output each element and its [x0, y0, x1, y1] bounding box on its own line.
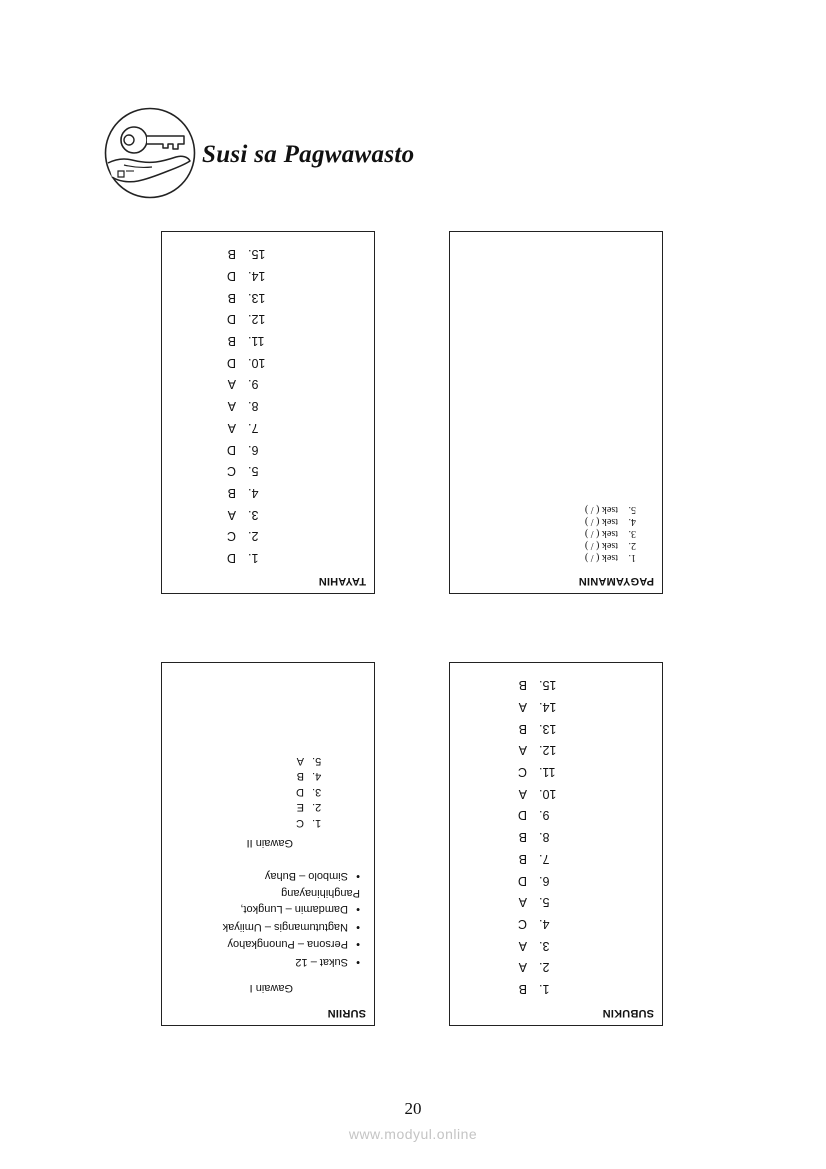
answer-box-subukin	[449, 662, 663, 1026]
list-item: 7.A	[227, 420, 259, 435]
list-item: 7.B	[518, 851, 550, 866]
gawain-ii-list	[296, 753, 328, 831]
list-item: 14.A	[518, 700, 557, 715]
list-item: 4.B	[296, 770, 322, 783]
list-item: 3.D	[296, 786, 322, 798]
list-item: •Persona – Punongkahoy	[227, 938, 360, 951]
key-in-hand-icon	[104, 107, 196, 199]
list-item: 9.A	[227, 377, 259, 392]
list-item: 5.C	[226, 464, 259, 479]
box-title: SUBUKIN	[602, 1007, 654, 1019]
list-item: 5.A	[296, 755, 322, 767]
list-item: 3.tsek ( / )	[584, 528, 636, 539]
list-item: 3.A	[518, 938, 550, 953]
list-item: 1.C	[296, 817, 322, 829]
list-item: 1.tsek ( / )	[584, 552, 636, 563]
answer-list	[585, 503, 636, 563]
list-item: •Sukat – 12	[295, 956, 360, 968]
list-item: 2.C	[226, 529, 259, 544]
answer-list	[227, 243, 278, 568]
list-item: 12.A	[518, 743, 557, 758]
answer-box-tayahin	[161, 231, 375, 594]
list-item: 10.D	[226, 355, 266, 370]
list-item: 9.D	[517, 808, 550, 823]
list-item: 6.D	[226, 442, 259, 457]
list-item: 1.D	[226, 551, 259, 565]
list-item: 4.C	[517, 916, 550, 931]
list-item: 8.A	[227, 399, 259, 414]
list-item: 8.B	[518, 830, 550, 845]
page-title: Susi sa Pagwawasto	[202, 141, 415, 168]
list-item: •Damdamin – Lungkot, Panghihinayang	[240, 887, 360, 916]
watermark: www.modyul.online	[348, 1126, 478, 1142]
list-item: •Simbolo – Buhay	[264, 870, 360, 883]
list-item: 5.A	[518, 895, 550, 910]
list-item: 3.A	[227, 507, 259, 522]
box-title: TAYAHIN	[318, 575, 366, 587]
box-title: PAGYAMANIN	[578, 575, 654, 587]
list-item: 1.B	[518, 982, 550, 996]
page-number: 20	[404, 1099, 422, 1118]
list-item: •Nagtutumangis – Umiiyak	[222, 921, 360, 933]
list-item: 4.tsek ( / )	[584, 516, 636, 527]
answer-box-pagyamanin	[449, 231, 663, 594]
answer-list	[518, 674, 569, 999]
list-item: 15.B	[518, 678, 557, 693]
list-item: 15.B	[227, 247, 266, 262]
list-item: 13.B	[518, 721, 557, 736]
list-item: 5.tsek ( / )	[584, 504, 636, 515]
list-item: 4.B	[227, 485, 259, 500]
list-item: 6.D	[517, 873, 550, 888]
answer-box-suriin	[161, 662, 375, 1026]
list-item: 2.E	[296, 801, 322, 814]
list-item: 11.B	[227, 334, 265, 349]
list-item: 10.A	[518, 786, 557, 801]
list-item: 12.D	[226, 312, 266, 327]
list-item: 13.B	[227, 290, 266, 305]
list-item: 14.D	[226, 269, 266, 284]
gawain-i-heading: Gawain I	[249, 982, 293, 994]
list-item: 11.C	[517, 765, 556, 780]
gawain-ii-heading: Gawain II	[246, 837, 293, 849]
list-item: 2.tsek ( / )	[584, 540, 636, 551]
list-item: 2.A	[518, 960, 550, 975]
box-title: SURIIN	[327, 1007, 366, 1019]
gawain-i-list	[195, 867, 360, 970]
